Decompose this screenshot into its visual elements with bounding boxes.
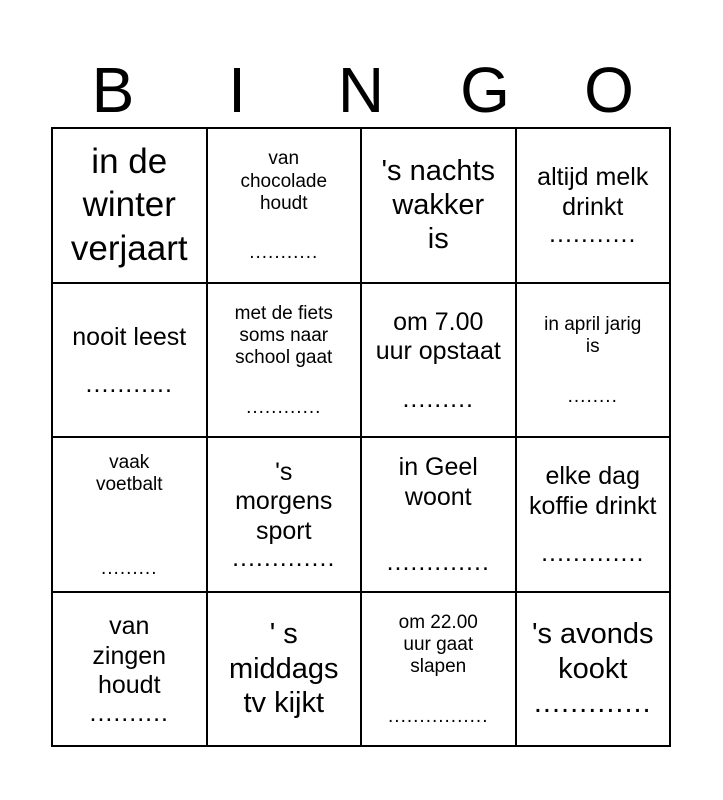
cell-text: in april jarig is <box>544 313 642 358</box>
cell-blank-line: .......... <box>89 698 169 727</box>
bingo-cell[interactable] <box>361 128 516 283</box>
cell-blank-line: ........... <box>249 242 319 264</box>
bingo-cell[interactable] <box>52 283 207 438</box>
bingo-cell[interactable] <box>207 437 362 592</box>
cell-blank-line: ........ <box>567 385 618 407</box>
cell-blank-line: ........... <box>549 220 637 249</box>
bingo-cell[interactable] <box>52 128 207 283</box>
header-letter-o: O <box>584 54 634 126</box>
cell-text: om 22.00 uur gaat slapen <box>398 611 478 678</box>
bingo-card-grid <box>51 127 671 747</box>
cell-text: van zingen houdt <box>92 612 167 699</box>
cell-text: altijd melk drinkt <box>537 163 649 221</box>
cell-text: van chocolade houdt <box>240 148 328 214</box>
bingo-cell[interactable] <box>361 283 516 438</box>
bingo-header <box>51 52 671 128</box>
cell-blank-line: ................ <box>388 705 489 727</box>
cell-text: om 7.00 uur opstaat <box>375 307 501 366</box>
header-letter-b: B <box>91 54 135 126</box>
cell-text: 's avonds kookt <box>531 618 654 685</box>
cell-blank-line: ............. <box>232 544 336 572</box>
header-letter-i: I <box>228 54 246 126</box>
cell-blank-line: ............. <box>533 686 652 719</box>
cell-text: ' s middags tv kijkt <box>228 618 339 719</box>
bingo-cell[interactable] <box>52 592 207 747</box>
cell-text: in de winter verjaart <box>70 141 188 269</box>
cell-blank-line: ......... <box>402 384 474 413</box>
bingo-cell[interactable] <box>516 128 671 283</box>
cell-text: elke dag koffie drinkt <box>529 462 657 520</box>
bingo-cell[interactable] <box>516 437 671 592</box>
cell-blank-line: ............ <box>246 396 322 418</box>
bingo-cell[interactable] <box>361 437 516 592</box>
cell-blank-line: ............. <box>386 548 490 577</box>
cell-text: met de fiets soms naar school gaat <box>234 302 333 369</box>
bingo-cell[interactable] <box>516 592 671 747</box>
bingo-cell[interactable] <box>361 592 516 747</box>
cell-text: in Geel woont <box>398 453 478 511</box>
cell-blank-line: ........... <box>85 370 173 398</box>
header-letter-n: N <box>337 54 385 126</box>
bingo-cell[interactable] <box>516 283 671 438</box>
header-letter-g: G <box>460 54 510 126</box>
cell-text: 's nachts wakker is <box>381 154 496 256</box>
cell-text: 's morgens sport <box>235 457 333 545</box>
bingo-cell[interactable] <box>207 128 362 283</box>
cell-text: nooit leest <box>72 322 187 351</box>
cell-blank-line: ......... <box>100 557 158 579</box>
bingo-cell[interactable] <box>52 437 207 592</box>
bingo-cell[interactable] <box>207 592 362 747</box>
bingo-cell[interactable] <box>207 283 362 438</box>
cell-text: vaak voetbalt <box>95 452 163 496</box>
cell-blank-line: ............. <box>541 539 645 568</box>
